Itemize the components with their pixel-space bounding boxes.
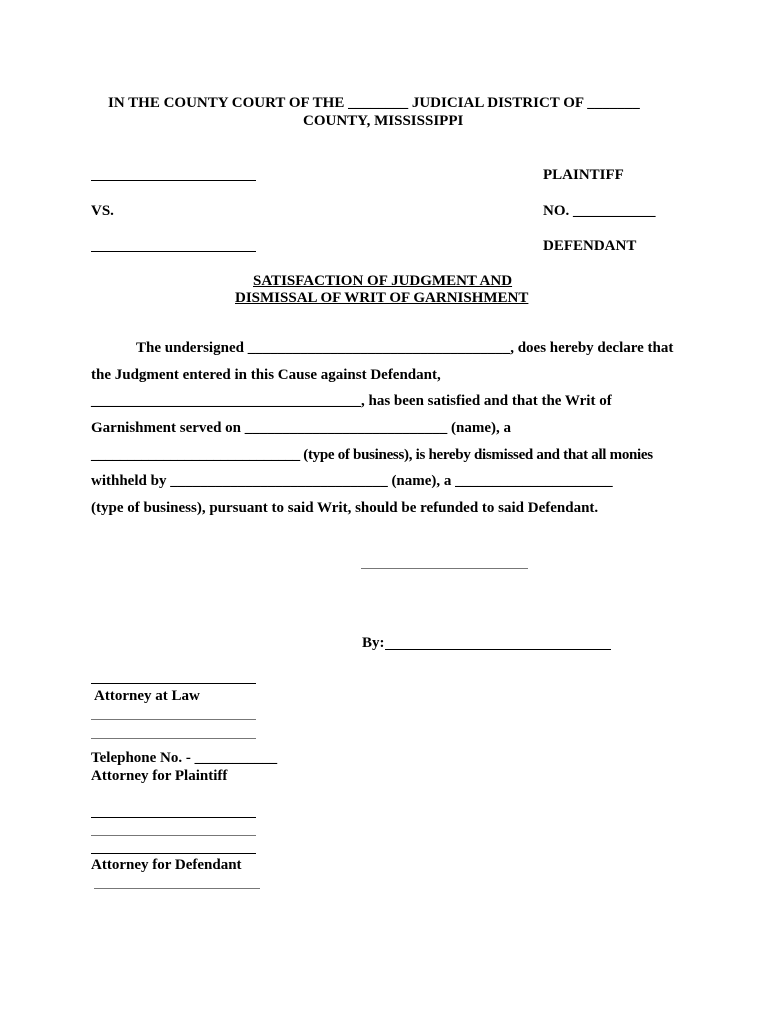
telephone-label: Telephone No. - ___________ [91,750,278,766]
body-line-1: The undersigned ___________________________________, does hereby declare that [136,340,674,356]
body-line-6: withheld by _____________________________ (name), a _____________________ [91,473,613,489]
defendant-attorney-line-4 [94,888,260,889]
address-line-2 [91,738,256,739]
attorney-for-plaintiff-label: Attorney for Plaintiff [91,768,228,784]
plaintiff-name-line [91,180,256,181]
document-title-line1: SATISFACTION OF JUDGMENT AND [253,273,513,289]
attorney-for-defendant-label: Attorney for Defendant [91,857,242,873]
body-line-4: Garnishment served on ___________________________ (name), a [91,420,511,436]
body-line-3: ____________________________________, has been satisfied and that the Writ of [91,393,612,409]
body-line-7: (type of business), pursuant to said Writ, should be refunded to said Defendant. [91,500,599,516]
attorney-signature-line [91,683,256,684]
defendant-attorney-line-3 [91,853,256,854]
by-signature-line [385,649,611,650]
court-header-line2: COUNTY, MISSISSIPPI [303,113,464,129]
document-title-line2: DISMISSAL OF WRIT OF GARNISHMENT [235,290,529,306]
defendant-attorney-line-2 [91,835,256,836]
defendant-name-line [91,251,256,252]
signature-line [361,568,528,569]
by-label: By: [362,635,385,651]
address-line-1 [91,719,256,720]
defendant-attorney-line-1 [91,817,256,818]
court-header-line1: IN THE COUNTY COURT OF THE ________ JUDICIAL DISTRICT OF _______ [108,95,640,111]
plaintiff-label: PLAINTIFF [543,167,624,183]
body-line-2: the Judgment entered in this Cause against Defendant, [91,367,441,383]
vs-label: VS. [91,203,114,219]
attorney-at-law-label: Attorney at Law [94,688,200,704]
case-number-label: NO. ___________ [543,203,656,219]
defendant-label: DEFENDANT [543,238,637,254]
body-line-5: _____________________________ (type of business), is hereby dismissed and that all monies [91,447,653,463]
